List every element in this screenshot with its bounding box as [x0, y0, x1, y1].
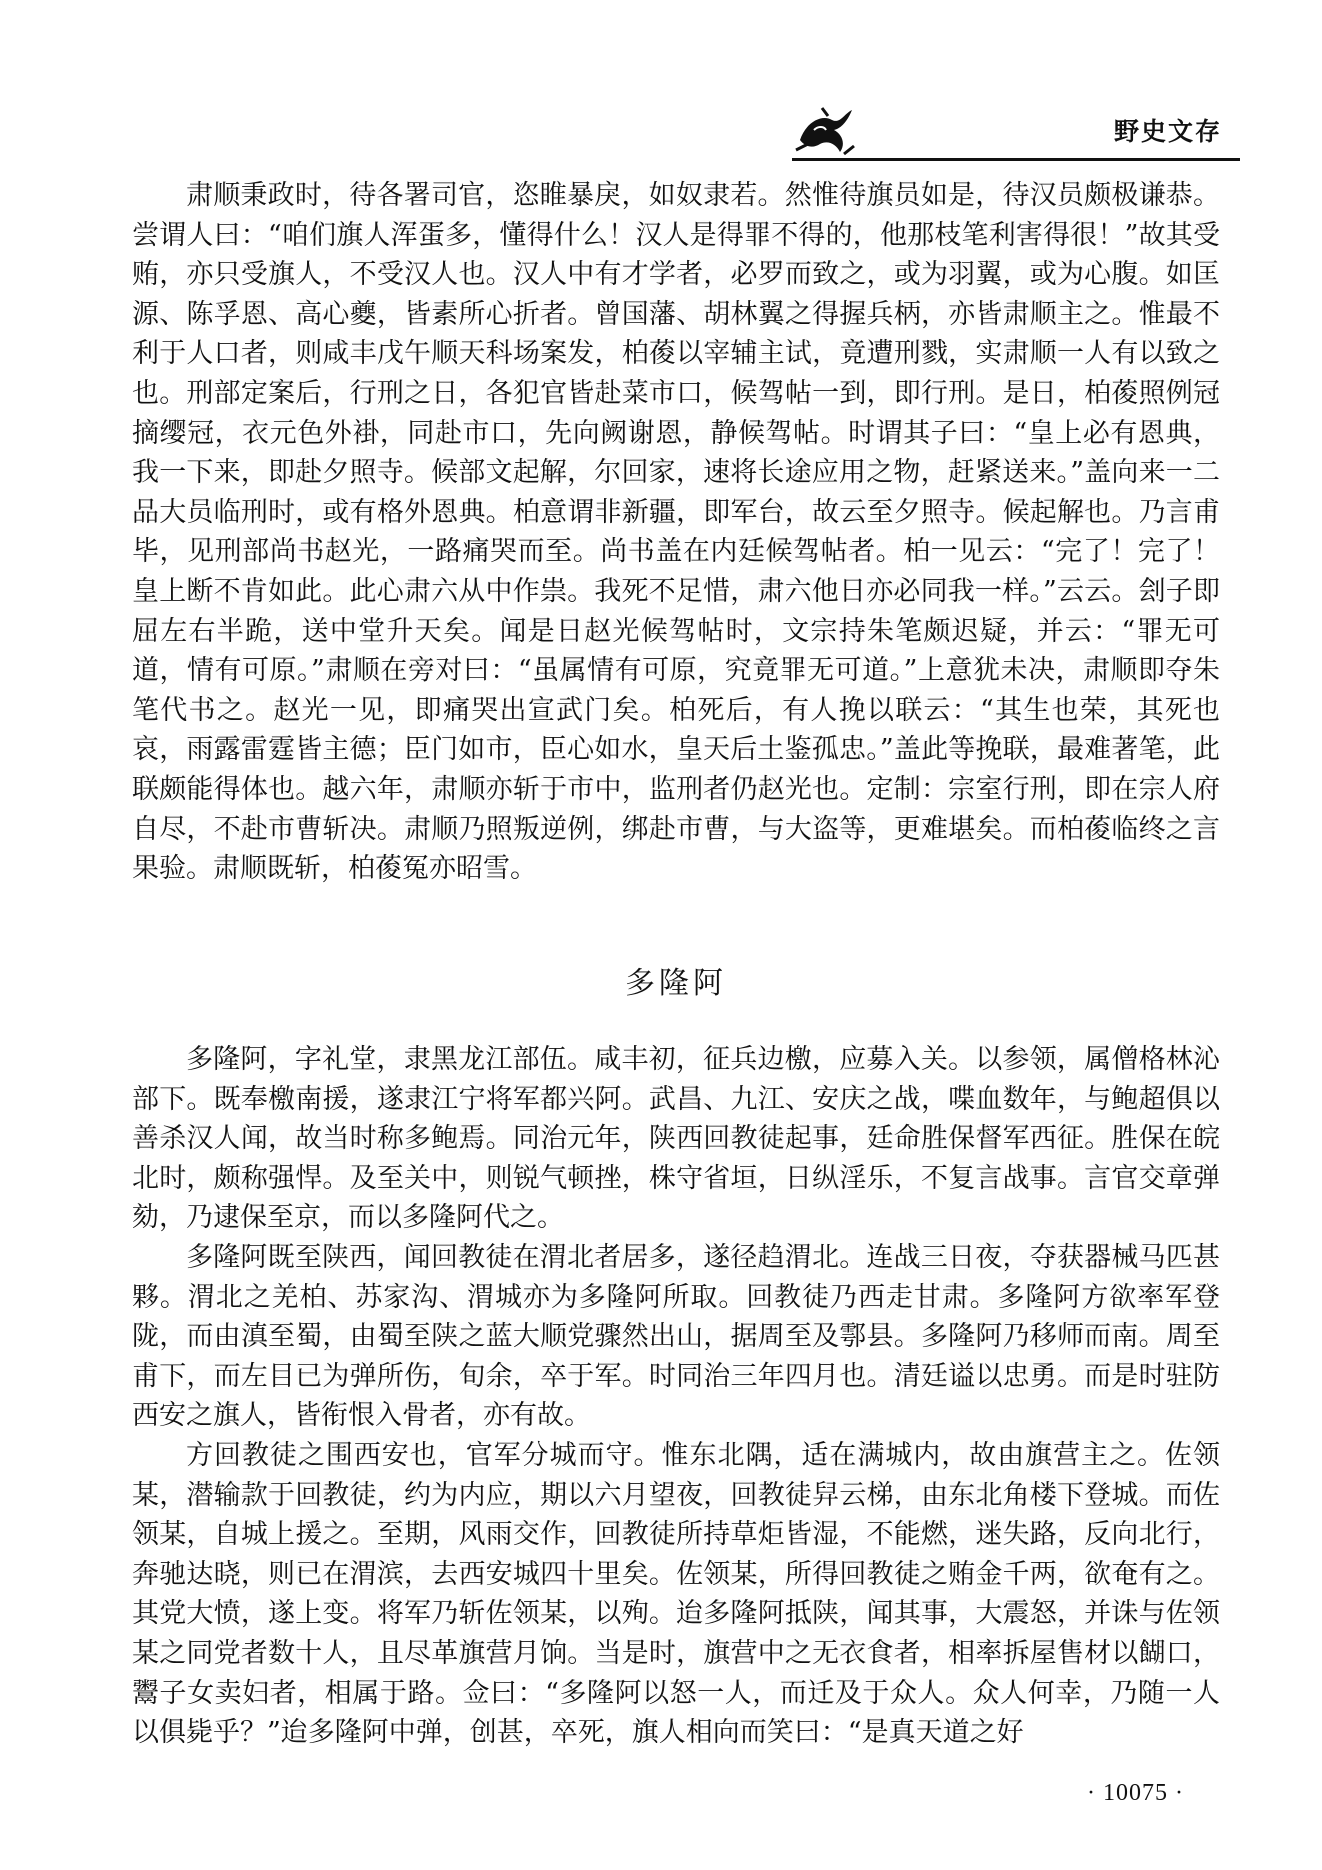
paragraph: 多隆阿，字礼堂，隶黑龙江部伍。咸丰初，征兵边檄，应募入关。以参领，属僧格林沁部下。既奉檄南援，遂隶江宁将军都兴阿。武昌、九江、安庆之战，喋血数年，与鲍超俱以善杀汉人闻，故当时称多鲍焉。同治元年，陕西回教徒起事，廷命胜保督军西征。胜保在皖北时，颇称强悍。及至关中，则锐气顿挫，株守省垣，日纵淫乐，不复言战事。言官交章弹劾，乃逮保至京，而以多隆阿代之。 — [132, 1044, 1220, 1234]
article-body-sushun — [132, 176, 1220, 889]
article-body-duolonga — [132, 1040, 1220, 1753]
paragraph: 多隆阿既至陕西，闻回教徒在渭北者居多，遂径趋渭北。连战三日夜，夺获器械马匹甚夥。渭北之羌柏、苏家沟、渭城亦为多隆阿所取。回教徒乃西走甘肃。多隆阿方欲率军登陇，而由滇至蜀，由蜀至陕之蓝大顺党骤然出山，据周至及鄠县。多隆阿乃移师而南。周至甫下，而左目已为弹所伤，旬余，卒于军。时同治三年四月也。清廷谥以忠勇。而是时驻防西安之旗人，皆衔恨入骨者，亦有故。 — [132, 1241, 1220, 1432]
header-rule — [792, 158, 1240, 161]
page-number: · 10075 · — [1087, 1780, 1184, 1806]
series-title: 野史文存 — [1113, 117, 1222, 146]
paragraph: 方回教徒之围西安也，官军分城而守。惟东北隅，适在满城内，故由旗营主之。佐领某，潜输款于回教徒，约为内应，期以六月望夜，回教徒舁云梯，由东北角楼下登城。而佐领某，自城上援之。至期，风雨交作，回教徒所持草炬皆湿，不能燃，迷失路，反向北行，奔驰达晓，则已在渭滨，去西安城四十里矣。佐领某，所得回教徒之贿金千两，欲奄有之。其党大愤，遂上变。将军乃斩佐领某，以殉。迨多隆阿抵陕，闻其事，大震怒，并诛与佐领某之同党者数十人，且尽革旗营月饷。当是时，旗营中之无衣食者，相率拆屋售材以餬口，鬻子女卖妇者，相属于路。佥曰：“多隆阿以怒一人，而迁及于众人。众人何幸，乃随一人以俱毙乎？”迨多隆阿中弹，创甚，卒死，旗人相向而笑曰：“是真天道之好 — [132, 1439, 1220, 1749]
paragraph: 肃顺秉政时，待各署司官，恣睢暴戾，如奴隶若。然惟待旗员如是，待汉员颇极谦恭。尝谓人曰：“咱们旗人浑蛋多，懂得什么！汉人是得罪不得的，他那枝笔利害得很！”故其受贿，亦只受旗人，不受汉人也。汉人中有才学者，必罗而致之，或为羽翼，或为心腹。如匡源、陈孚恩、高心夔，皆素所心折者。曾国藩、胡林翼之得握兵柄，亦皆肃顺主之。惟最不利于人口者，则咸丰戊午顺天科场案发，柏葰以宰辅主试，竟遭刑戮，实肃顺一人有以致之也。刑部定案后，行刑之日，各犯官皆赴菜市口，候驾帖一到，即行刑。是日，柏葰照例冠摘缨冠，衣元色外褂，同赴市口，先向阙谢恩，静候驾帖。时谓其子曰：“皇上必有恩典，我一下来，即赴夕照寺。候部文起解，尔回家，速将长途应用之物，赶紧送来。”盖向来一二品大员临刑时，或有格外恩典。柏意谓非新疆，即军台，故云至夕照寺。候起解也。乃言甫毕，见刑部尚书赵光，一路痛哭而至。尚书盖在内廷候驾帖者。柏一见云：“完了！完了！皇上断不肯如此。此心肃六从中作祟。我死不足惜，肃六他日亦必同我一样。”云云。刽子即屈左右半跪，送中堂升天矣。闻是日赵光候驾帖时，文宗持朱笔颇迟疑，并云：“罪无可道，情有可原。”肃顺在旁对曰：“虽属情有可原，究竟罪无可道。”上意犹未决，肃顺即夺朱笔代书之。赵光一见，即痛哭出宣武门矣。柏死后，有人挽以联云：“其生也荣，其死也哀，雨露雷霆皆主德；臣门如市，臣心如水，皇天后土鉴孤忠。”盖此等挽联，最难著笔，此联颇能得体也。越六年，肃顺亦斩于市中，监刑者仍赵光也。定制：宗室行刑，即在宗人府自尽，不赴市曹斩决。肃顺乃照叛逆例，绑赴市曹，与大盗等，更难堪矣。而柏葰临终之言果验。肃顺既斩，柏葰冤亦昭雪。 — [132, 180, 1220, 885]
section-heading: 多隆阿 — [625, 966, 727, 1001]
dragon-logo-icon — [792, 100, 858, 158]
